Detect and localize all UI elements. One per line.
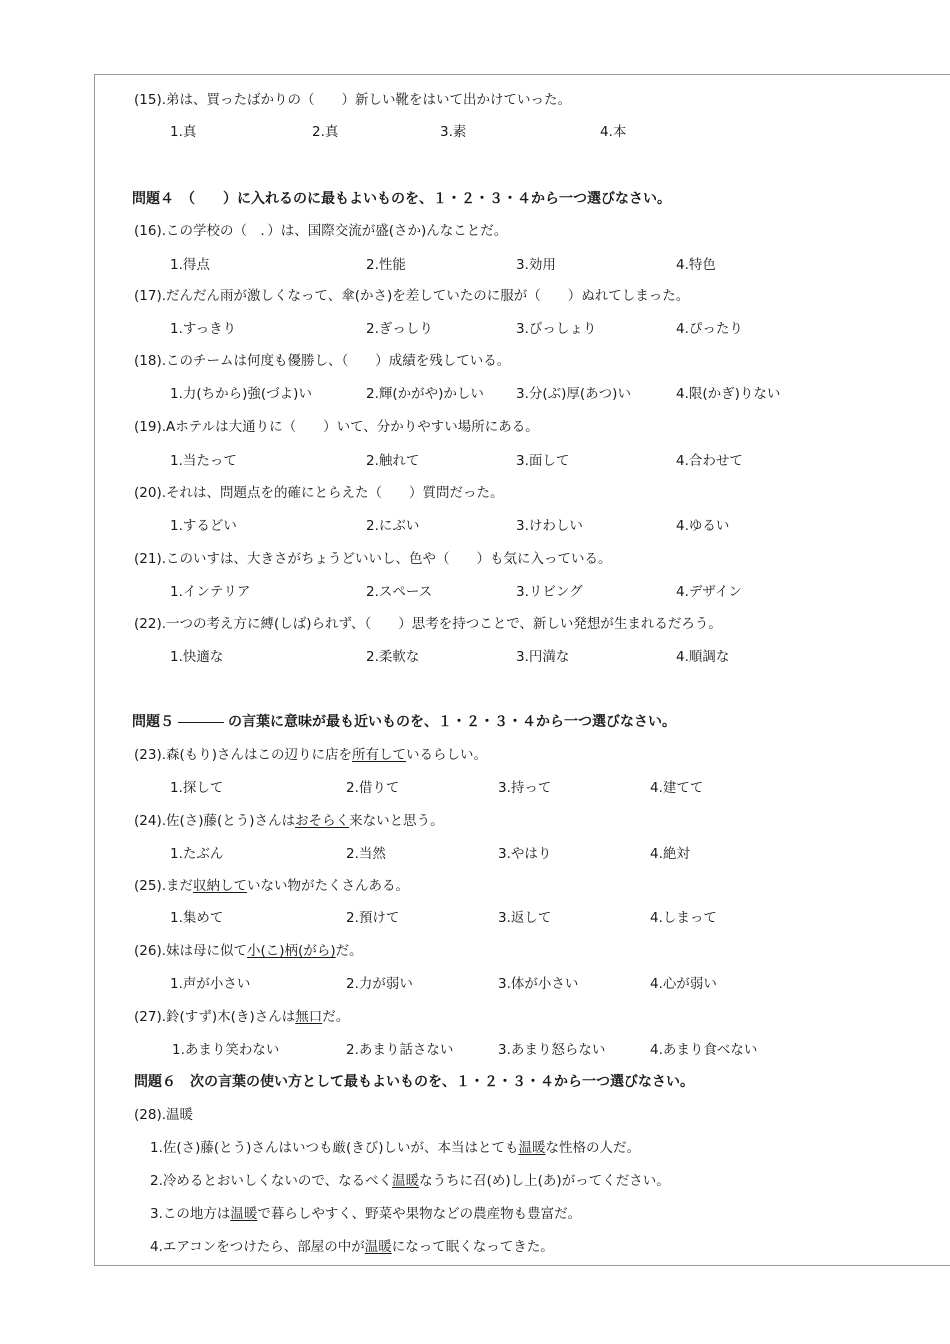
q15-option-2[interactable]: 2.真: [312, 124, 339, 140]
q24-option-1[interactable]: 1.たぶん: [170, 846, 224, 862]
q24-text: (24).佐(さ)藤(とう)さんは: [134, 813, 296, 829]
q25-text-end: いない物がたくさんある。: [247, 878, 410, 894]
q18-option-4[interactable]: 4.限(かぎ)りない: [676, 386, 781, 402]
q22-option-4[interactable]: 4.順調な: [676, 649, 730, 665]
q20-option-1[interactable]: 1.するどい: [170, 518, 237, 534]
q28-option-1[interactable]: [150, 1139, 640, 1157]
q28-option-2-text: 2.冷めるとおいしくないので、なるべく: [150, 1173, 393, 1189]
q20-option-4[interactable]: 4.ゆるい: [676, 518, 730, 534]
q25-underlined: 収納して: [193, 878, 248, 894]
q19-option-4[interactable]: 4.合わせて: [676, 453, 743, 469]
q23-underlined: 所有して: [352, 747, 407, 763]
q19-option-2[interactable]: 2.触れて: [366, 453, 420, 469]
q28-option-2[interactable]: [150, 1172, 670, 1190]
q18-option-1[interactable]: 1.力(ちから)強(づよ)い: [170, 386, 312, 402]
question-21-stem: (21).このいすは、大きさがちょうどいいし、色や（ ）も気に入っている。: [134, 551, 612, 567]
q28-option-3-text: 3.この地方は: [150, 1206, 231, 1222]
section-5-instruction: の言葉に意味が最も近いものを、１・２・３・４から一つ選びなさい。: [228, 714, 676, 730]
q28-option-3-text-end: で暮らしやすく、野菜や果物などの農産物も豊富だ。: [257, 1206, 582, 1222]
q24-option-4[interactable]: 4.絶対: [650, 846, 690, 862]
q27-option-2[interactable]: 2.あまり話さない: [346, 1042, 454, 1058]
question-18-stem: (18).このチームは何度も優勝し、（ ）成績を残している。: [134, 353, 511, 369]
q26-text-end: だ。: [335, 943, 363, 959]
question-28-stem: (28).温暖: [134, 1107, 194, 1123]
q22-option-3[interactable]: 3.円満な: [516, 649, 570, 665]
q20-option-3[interactable]: 3.けわしい: [516, 518, 583, 534]
q24-text-end: 来ないと思う。: [349, 813, 444, 829]
q16-option-1[interactable]: 1.得点: [170, 257, 210, 273]
q17-option-2[interactable]: 2.ぎっしり: [366, 321, 433, 337]
q16-option-4[interactable]: 4.特色: [676, 257, 716, 273]
q23-option-3[interactable]: 3.持って: [498, 780, 552, 796]
q26-option-4[interactable]: 4.心が弱い: [650, 976, 717, 992]
q23-text-end: いるらしい。: [406, 747, 488, 763]
q26-option-2[interactable]: 2.力が弱い: [346, 976, 413, 992]
q27-option-3[interactable]: 3.あまり怒らない: [498, 1042, 606, 1058]
q27-option-1[interactable]: 1.あまり笑わない: [172, 1042, 280, 1058]
q28-option-4-text-end: になって眠くなってきた。: [391, 1239, 554, 1255]
q19-option-3[interactable]: 3.面して: [516, 453, 570, 469]
q21-option-4[interactable]: 4.デザイン: [676, 584, 742, 600]
q24-option-3[interactable]: 3.やはり: [498, 846, 552, 862]
q16-option-3[interactable]: 3.効用: [516, 257, 556, 273]
question-22-stem: (22).一つの考え方に縛(しば)られず、（ ）思考を持つことで、新しい発想が生まれるだろう。: [134, 616, 722, 632]
q27-text: (27).鈴(すず)木(き)さんは: [134, 1009, 296, 1025]
question-25-stem: [134, 877, 409, 895]
q26-option-1[interactable]: 1.声が小さい: [170, 976, 251, 992]
q27-text-end: だ。: [322, 1009, 350, 1025]
section-5-label: 問題５: [132, 714, 174, 730]
q26-option-3[interactable]: 3.体が小さい: [498, 976, 579, 992]
q16-option-2[interactable]: 2.性能: [366, 257, 406, 273]
q28-option-4[interactable]: [150, 1238, 554, 1256]
q28-option-4-text: 4.エアコンをつけたら、部屋の中が: [150, 1239, 365, 1255]
q28-option-2-text-end: なうちに召(め)し上(あ)がってください。: [419, 1173, 670, 1189]
q20-option-2[interactable]: 2.にぶい: [366, 518, 420, 534]
q27-option-4[interactable]: 4.あまり食べない: [650, 1042, 758, 1058]
question-23-stem: [134, 746, 487, 764]
q28-option-1-underlined: 温暖: [518, 1140, 546, 1156]
q28-option-2-underlined: 温暖: [392, 1173, 420, 1189]
question-16-stem: (16).この学校の（ ．）は、国際交流が盛(さか)んなことだ。: [134, 223, 508, 239]
question-17-stem: (17).だんだん雨が激しくなって、傘(かさ)を差していたのに服が（ ）ぬれてしまった。: [134, 288, 690, 304]
q28-option-4-underlined: 温暖: [364, 1239, 392, 1255]
q19-option-1[interactable]: 1.当たって: [170, 453, 237, 469]
q23-text: (23).森(もり)さんはこの辺りに店を: [134, 747, 353, 763]
q28-option-1-text-end: な性格の人だ。: [545, 1140, 640, 1156]
q24-underlined: おそらく: [295, 813, 350, 829]
question-24-stem: [134, 812, 444, 830]
q25-option-3[interactable]: 3.返して: [498, 910, 552, 926]
q17-option-1[interactable]: 1.すっきり: [170, 321, 237, 337]
q15-option-3[interactable]: 3.素: [440, 124, 467, 140]
q25-option-1[interactable]: 1.集めて: [170, 910, 224, 926]
q27-underlined: 無口: [295, 1009, 323, 1025]
question-20-stem: (20).それは、問題点を的確にとらえた（ ）質問だった。: [134, 485, 504, 501]
q21-option-3[interactable]: 3.リビング: [516, 584, 583, 600]
q28-option-3[interactable]: [150, 1205, 581, 1223]
section-4-heading: 問題４ （ ）に入れるのに最もよいものを、１・２・３・４から一つ選びなさい。: [132, 191, 671, 207]
question-27-stem: [134, 1008, 349, 1026]
q23-option-2[interactable]: 2.借りて: [346, 780, 400, 796]
q22-option-2[interactable]: 2.柔軟な: [366, 649, 420, 665]
q18-option-3[interactable]: 3.分(ぶ)厚(あつ)い: [516, 386, 631, 402]
q25-option-4[interactable]: 4.しまって: [650, 910, 717, 926]
q26-text: (26).妹は母に似て: [134, 943, 248, 959]
q25-text: (25).まだ: [134, 878, 194, 894]
question-19-stem: (19).Aホテルは大通りに（ ）いて、分かりやすい場所にある。: [134, 419, 539, 435]
q28-option-1-text: 1.佐(さ)藤(とう)さんはいつも厳(きび)しいが、本当はとても: [150, 1140, 519, 1156]
q22-option-1[interactable]: 1.快適な: [170, 649, 224, 665]
q15-option-4[interactable]: 4.本: [600, 124, 627, 140]
q21-option-1[interactable]: 1.インテリア: [170, 584, 251, 600]
question-26-stem: [134, 942, 363, 960]
q24-option-2[interactable]: 2.当然: [346, 846, 386, 862]
q17-option-4[interactable]: 4.ぴったり: [676, 321, 743, 337]
section-6-heading: 問題６ 次の言葉の使い方として最もよいものを、１・２・３・４から一つ選びなさい。: [134, 1074, 694, 1090]
q15-option-1[interactable]: 1.真: [170, 124, 197, 140]
q23-option-4[interactable]: 4.建てて: [650, 780, 704, 796]
question-15-stem: (15).弟は、買ったばかりの（ ）新しい靴をはいて出かけていった。: [134, 92, 572, 108]
q25-option-2[interactable]: 2.預けて: [346, 910, 400, 926]
q17-option-3[interactable]: 3.びっしょり: [516, 321, 597, 337]
underline-blank: [178, 722, 224, 723]
q28-option-3-underlined: 温暖: [230, 1206, 258, 1222]
q26-underlined: 小(こ)柄(がら): [247, 943, 336, 959]
q21-option-2[interactable]: 2.スペース: [366, 584, 433, 600]
q23-option-1[interactable]: 1.探して: [170, 780, 224, 796]
q18-option-2[interactable]: 2.輝(かがや)かしい: [366, 386, 484, 402]
section-5-heading: [132, 713, 676, 731]
